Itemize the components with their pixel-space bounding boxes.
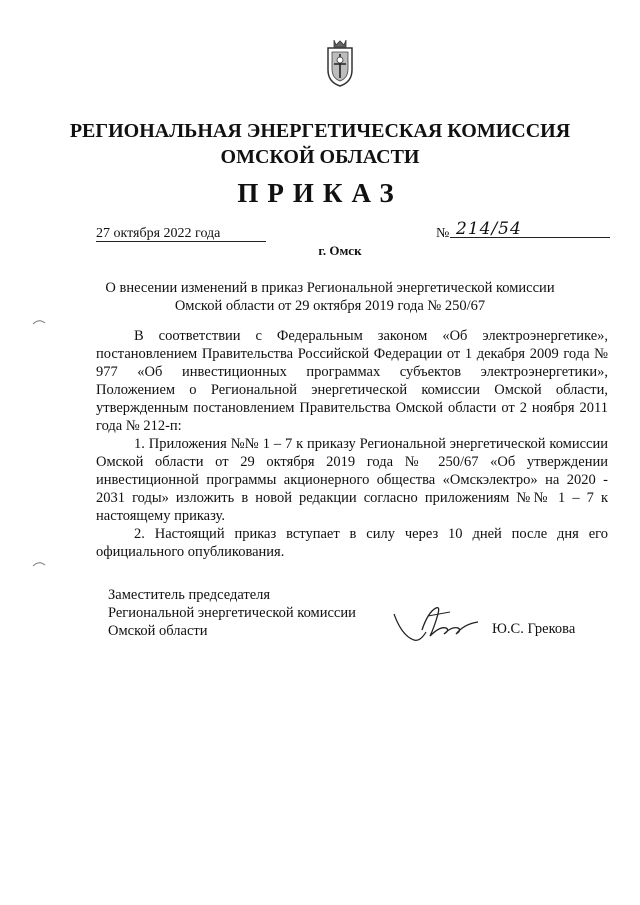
date-underline: [96, 241, 266, 242]
signatory-position-line3: Омской области: [108, 623, 208, 639]
city-name: г. Омск: [318, 243, 362, 258]
body-paragraph-item-1: 1. Приложения №№ 1 – 7 к приказу Региональной энергетической комиссии Омской области от 29 октября 2019 года № 250/67 «Об утверждении инвестиционной программы акционерного общества «Омскэлектро» на 2020 - 2031 годы» изложить в новой редакции согласно приложениям №№ 1 – 7 к настоящему приказу.: [96, 436, 608, 524]
scan-margin-mark: [32, 560, 46, 568]
body-paragraph-preamble: В соответствии с Федеральным законом «Об электроэнергетике», постановлением Правительства Российской Федерации от 1 декабря 2009 года № 977 «Об инвестиционных программах субъектов электроэнергетики», Положением о Региональной энергетической комиссии Омской области, утвержденным постановлением Правительства Омской области от 2 ноября 2011 года № 212-п:: [96, 328, 608, 434]
signatory-name: Ю.С. Грекова: [492, 621, 576, 637]
scan-margin-mark: [32, 318, 46, 326]
document-number-handwritten: 214/54: [456, 219, 522, 239]
document-date: 27 октября 2022 года: [96, 226, 221, 241]
organization-name-line1: РЕГИОНАЛЬНАЯ ЭНЕРГЕТИЧЕСКАЯ КОМИССИЯ: [69, 120, 571, 142]
body-paragraph-item-2: 2. Настоящий приказ вступает в силу через 10 дней после дня его официального опубликования.: [96, 526, 608, 560]
number-underline: [450, 237, 610, 238]
document-body: [96, 327, 608, 561]
signatory-position-line2: Региональной энергетической комиссии: [108, 605, 356, 621]
signatory-position: [108, 586, 356, 640]
document-type-title: ПРИКАЗ: [237, 178, 403, 208]
coat-of-arms-icon: [322, 36, 358, 88]
document-subject: О внесении изменений в приказ Региональной энергетической комиссии Омской области от 29 октября 2019 года № 250/67: [105, 280, 555, 314]
document-number-label: №: [436, 226, 450, 241]
handwritten-signature: [392, 602, 482, 646]
organization-name-line2: ОМСКОЙ ОБЛАСТИ: [220, 146, 420, 168]
signatory-position-line1: Заместитель председателя: [108, 587, 271, 603]
